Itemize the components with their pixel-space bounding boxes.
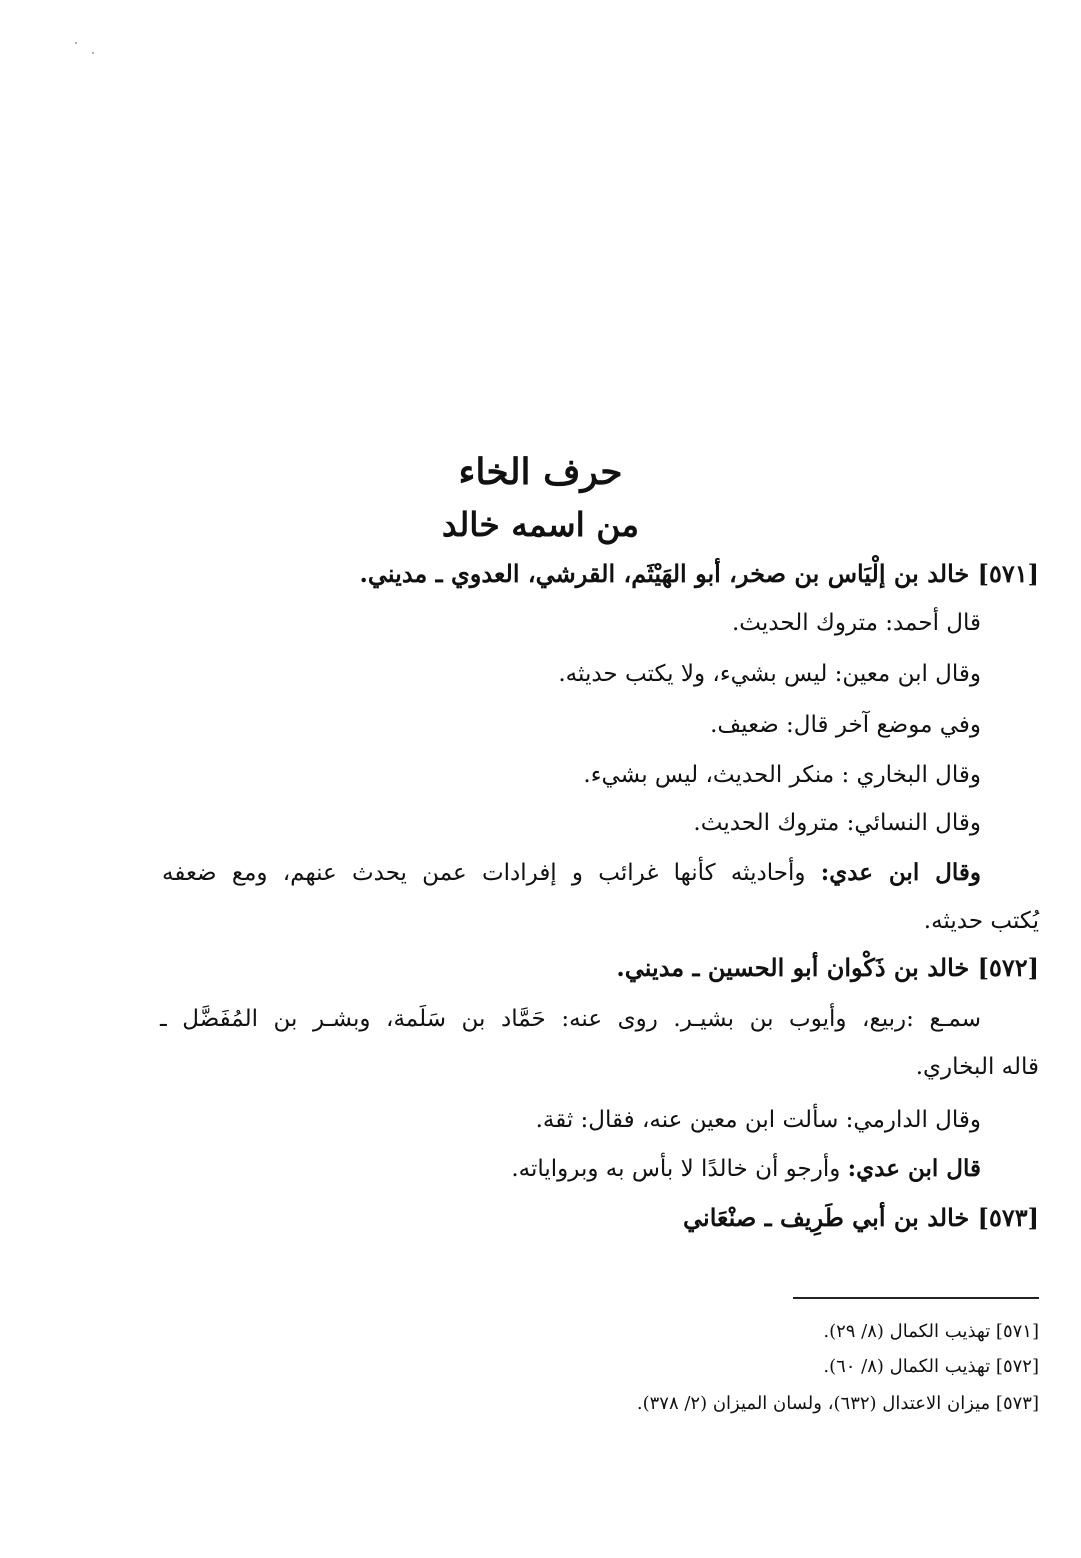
scan-speck <box>92 52 94 54</box>
entry-572-paragraph: سمـع :ربيع، وأيوب بن بشيـر. روى عنه: حَمَّاد بن سَلَمة، وبشـر بن المُفَضَّل ـ <box>160 1006 981 1032</box>
entry-572-paragraph-cont: قاله البخاري. <box>915 1054 1039 1080</box>
ibn-adi-label: وقال ابن عدي: <box>820 859 981 886</box>
footnote: [٥٧٣] ميزان الاعتدال (٦٣٢)، ولسان الميزان (٢/ ٣٧٨). <box>636 1393 1039 1414</box>
chapter-subtitle: من اسمه خالد <box>441 505 640 544</box>
entry-571-line: وقال البخاري : منكر الحديث، ليس بشيء. <box>583 762 981 788</box>
chapter-title: حرف الخاء <box>458 451 623 493</box>
entry-571-line: وفي موضع آخر قال: ضعيف. <box>710 712 981 738</box>
entry-573-header: [٥٧٣] خالد بن أبي طَرِيف ـ صنْعَاني <box>683 1203 1039 1232</box>
ibn-adi-text: وأرجو أن خالدًا لا بأس به وبرواياته. <box>511 1156 848 1182</box>
ibn-adi-label: قال ابن عدي: <box>847 1155 981 1182</box>
entry-571-header: [٥٧١] خالد بن إلْيَاس بن صخر، أبو الهَيْثَم، القرشي، العدوي ـ مديني. <box>359 559 1039 588</box>
entry-572-darimi: وقال الدارمي: سألت ابن معين عنه، فقال: ثقة. <box>535 1107 981 1133</box>
scan-speck <box>75 42 77 44</box>
entry-571-line: وقال النسائي: متروك الحديث. <box>693 810 981 836</box>
footnote: [٥٧٢] تهذيب الكمال (٨/ ٦٠). <box>823 1356 1039 1377</box>
footnote-divider <box>793 1297 1039 1299</box>
entry-571-ibn-adi <box>162 855 981 891</box>
entry-571-line: قال أحمد: متروك الحديث. <box>731 610 981 636</box>
ibn-adi-text: وأحاديثه كأنها غرائب و إفرادات عمن يحدث عنهم، ومع ضعفه <box>162 860 821 886</box>
entry-571-line: وقال ابن معين: ليس بشيء، ولا يكتب حديثه. <box>558 661 981 687</box>
footnote: [٥٧١] تهذيب الكمال (٨/ ٢٩). <box>823 1321 1039 1342</box>
entry-571-ibn-adi-cont: يُكتب حديثه. <box>923 908 1039 934</box>
entry-572-header: [٥٧٢] خالد بن ذَكْوان أبو الحسين ـ مديني. <box>616 953 1039 982</box>
entry-572-ibn-adi <box>511 1151 981 1187</box>
